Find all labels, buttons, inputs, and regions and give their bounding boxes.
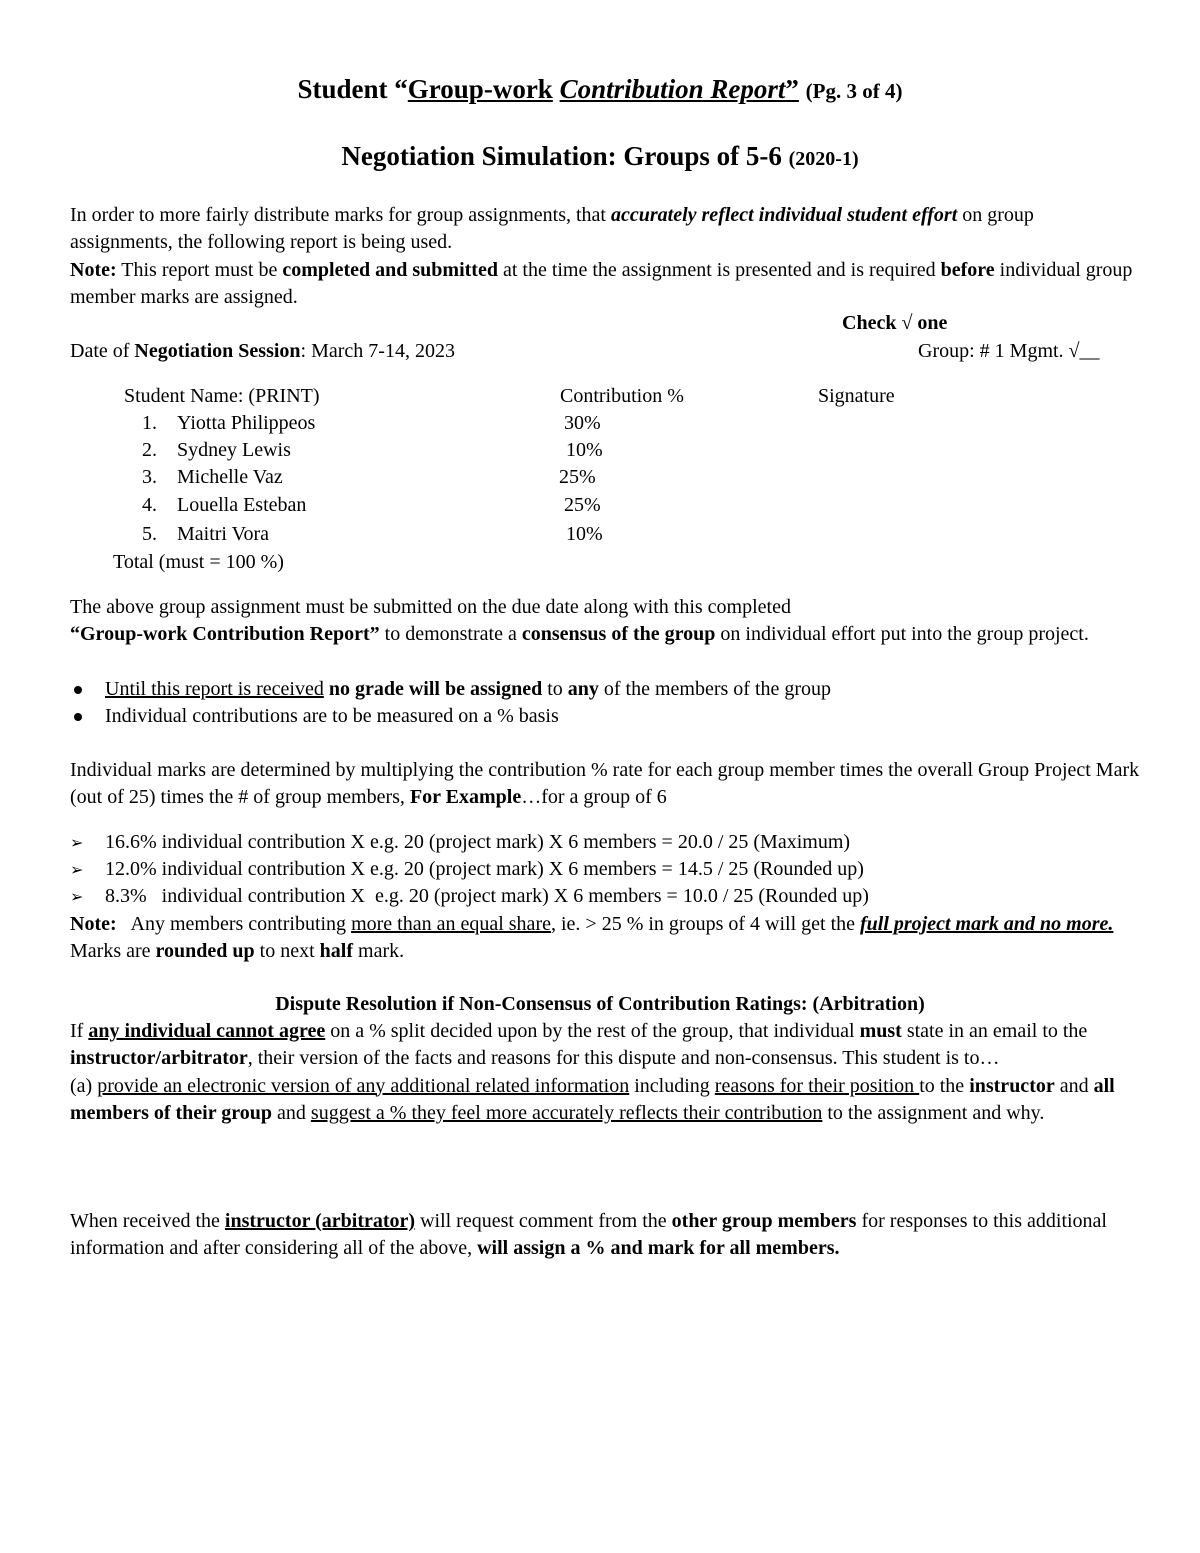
arrow-bullet-icon: ➢ (70, 860, 84, 879)
bullet-dot-icon (70, 703, 100, 730)
arrow-bullet-icon: ➢ (70, 833, 84, 852)
session-date: Date of Negotiation Session: March 7-14, 2023 (70, 340, 455, 362)
intro-paragraph: In order to more fairly distribute marks for group assignments, that accurately reflect individual student effort on group assignments, the following report is being used. Note: This report must be completed and submitted at the time the assignment is presented and is required before individual group member marks are assigned. (70, 204, 1133, 308)
group-selection: Group: # 1 Mgmt. √__ (918, 340, 1100, 362)
row-number: 4. (142, 494, 157, 516)
row-number: 1. (142, 412, 157, 434)
contribution-pct: 10% (566, 439, 603, 461)
note-label: Note: (70, 258, 117, 281)
student-name: Sydney Lewis (177, 439, 291, 461)
contribution-pct: 30% (564, 412, 601, 434)
student-name: Michelle Vaz (177, 466, 283, 488)
title-contribution-report: Contribution Report (559, 74, 786, 104)
note-paragraph: Note: Any members contributing more than an equal share, ie. > 25 % in groups of 4 will get the full project mark and no more. Marks are rounded up to next half mark. (70, 913, 1114, 963)
document-page: Student “Group-work Contribution Report” (Pg. 3 of 4) Negotiation Simulation: Groups of 5-6 (2020-1) In order to more fairly distribute marks for group assignments, that accurately reflect individual student effort on group assignments, the following report is being used. Note: This report must be completed and submitted at the time the assignment is presented and is required before individual group member marks are assigned. Check √ one Date of Negotiation Session: March 7-14, 2023 Group: # 1 Mgmt. √__ Student Name: (PRINT) Contribution % Signature 1. Yiotta Philippeos 30% 2. Sydney Lewis 10% 3. Michelle Vaz 25% 4. Louella Esteban 25% 5. Maitri Vora 10% Total (must = 100 %) The above group assignment must be submitted on the due date along with this completed “Group-work Contribution Report” to demonstrate a consensus of the group on individual effort put into the group project. Until this report is received no grade will be assigned to any of the members of the group Individual contributions are to be measured on a % basis Individual marks are determined by multiplying the contribution % rate for each group member times the overall Group Project Mark (out of 25) times the # of group members, For Example…for a group of 6 ➢ 16.6% individual contribution X e.g. 20 (project mark) X 6 members = 20.0 / 25 (Maximum) ➢ 12.0% individual contribution X e.g. 20 (project mark) X 6 members = 14.5 / 25 (Rounded up) ➢ 8.3% individual contribution X e.g. 20 (project mark) X 6 members = 10.0 / 25 (Rounded up) Note: Any members contributing more than an equal share, ie. > 25 % in groups of 4 will get the full project mark and no more. Marks are rounded up to next half mark. Dispute Resolution if Non-Consensus of Contribution Ratings: (Arbitration) If any individual cannot agree on a % split decided upon by the rest of the group, that individual must state in an email to the instructor/arbitrator, their version of the facts and reasons for this dispute and non-consensus. This student is to… (a) provide an electronic version of any additional related information including reasons for their position to the instructor and all members of their group and suggest a % they feel more accurately reflects their contribution to the assignment and why. When received the instructor (arbitrator) will request comment from the other group members for responses to this additional information and after considering all of the above, will assign a % and mark for all members. (0, 0, 1200, 1553)
student-name: Maitri Vora (177, 523, 270, 545)
document-title: Student “Group-work Contribution Report” (Pg. 3 of 4) (297, 74, 903, 104)
marks-paragraph: Individual marks are determined by multiplying the contribution % rate for each group member times the overall Group Project Mark (out of 25) times the # of group members, For Example…for a group of 6 (70, 759, 1140, 809)
check-one-label: Check √ one (842, 312, 948, 334)
dispute-paragraph: If any individual cannot agree on a % split decided upon by the rest of the group, that individual must state in an email to the instructor/arbitrator, their version of the facts and reasons for this dispute and non-consensus. This student is to… (a) provide an electronic version of any additional related information including reasons for their position to the instructor and all members of their group and suggest a % they feel more accurately reflects their contribution to the assignment and why. (70, 1020, 1115, 1124)
submission-paragraph: The above group assignment must be submitted on the due date along with this completed “Group-work Contribution Report” to demonstrate a consensus of the group on individual effort put into the group project. (70, 596, 1089, 646)
row-number: 5. (142, 523, 157, 545)
contribution-pct: 10% (566, 523, 603, 545)
student-name: Louella Esteban (177, 494, 307, 516)
header-contribution: Contribution % (560, 385, 684, 407)
row-number: 2. (142, 439, 157, 461)
dispute-heading: Dispute Resolution if Non-Consensus of Contribution Ratings: (Arbitration) (275, 993, 925, 1015)
student-name: Yiotta Philippeos (177, 412, 316, 434)
total-row: Total (must = 100 %) (113, 551, 284, 573)
contribution-pct: 25% (564, 494, 601, 516)
row-number: 3. (142, 466, 157, 488)
document-subtitle: Negotiation Simulation: Groups of 5-6 (2020-1) (341, 141, 859, 171)
title-group-work: Group-work (407, 74, 553, 104)
arrow-bullet-icon: ➢ (70, 887, 84, 906)
contribution-pct: 25% (559, 466, 596, 488)
subtitle-year: (2020-1) (788, 148, 859, 170)
header-student-name: Student Name: (PRINT) (124, 385, 320, 407)
final-paragraph: When received the instructor (arbitrator) will request comment from the other group members for responses to this additional information and after considering all of the above, will assign a % and mark for all members. (70, 1210, 1107, 1260)
bullet-dot-icon (70, 676, 100, 703)
header-signature: Signature (818, 385, 895, 407)
page-indicator: (Pg. 3 of 4) (805, 79, 903, 103)
